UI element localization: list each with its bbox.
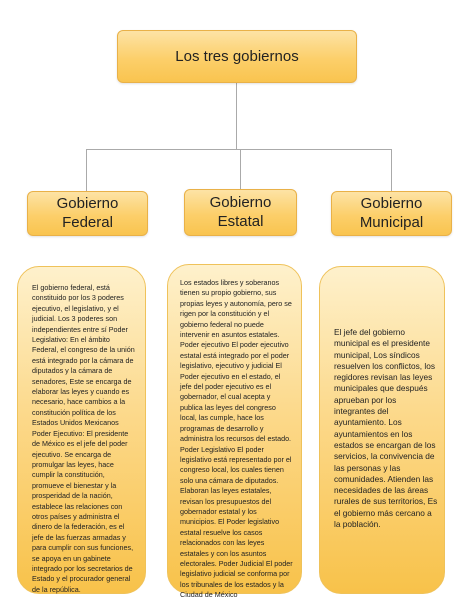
branch-estatal-title: Gobierno Estatal bbox=[209, 193, 272, 230]
branch-municipal-title: Gobierno Municipal bbox=[359, 194, 424, 231]
connector-estatal bbox=[240, 149, 241, 189]
description-municipal-text: El jefe del gobierno municipal es el presidente municipal, Los síndicos resuelven los conflictos, los regidores revisan las leyes municipales que después aprueban por los integrantes del ayuntamiento. Los ayuntamientos en los estados se encargan de los servicios, la convivencia de las personas y las comunidades. Atienden las necesidades de las áreas rurales de sus territorios, Es el gobierno más cercano a la población. bbox=[334, 327, 438, 530]
branch-municipal bbox=[331, 191, 452, 236]
description-municipal bbox=[319, 266, 445, 594]
connector-horizontal bbox=[86, 149, 391, 150]
description-estatal bbox=[167, 264, 302, 600]
branch-estatal bbox=[184, 189, 297, 236]
connector-root-down bbox=[236, 83, 237, 149]
root-title: Los tres gobiernos bbox=[175, 48, 299, 65]
description-estatal-text: Los estados libres y soberanos tienen su propio gobierno, sus propias leyes y autonomía, pero se rigen por la constitución y el gobierno federal no puede intervenir en asuntos estatales. Poder ejecutivo El poder ejecutivo estatal está integrado por el poder legislativo, ejecutivo y judicial El Poder ejecutivo en el estado, el jefe del poder ejecutivo es el gobernador, el cual acepta y publica las leyes del congreso local, las cumple, hace los programas de desarrollo y administra los recursos del estado. Poder Legislativo El poder legislativo está representado por el congreso local, los cuales tienen solo una cámara de diputados. Elaboran las leyes estatales, revisan los presupuestos del gobernador estatal y los municipios. El Poder legislativo estatal resuelve los casos relacionados con las leyes estatales y con los asuntos electorales. Poder Judicial El poder legislativo judicial se conforma por los tribunales de los estados y la Ciudad de México bbox=[180, 278, 293, 600]
branch-federal bbox=[27, 191, 148, 236]
description-federal bbox=[17, 266, 146, 594]
branch-federal-title: Gobierno Federal bbox=[56, 194, 119, 231]
root-node bbox=[117, 30, 357, 83]
connector-federal bbox=[86, 149, 87, 191]
connector-municipal bbox=[391, 149, 392, 191]
description-federal-text: El gobierno federal, está constituido por los 3 poderes ejecutivo, el legislativo, y el judicial. Los 3 poderes son independientes entre sí Poder Legislativo: En el ámbito Federal, el congreso de la unión está integrado por la cámara de diputados y la cámara de senadores, Este se encarga de elaborar las leyes y cuando es necesario, hace cambios a la constitución política de los Estados Unidos Mexicanos Poder Ejecutivo: El presidente de México es el jefe del poder ejecutivo. Se encarga de promulgar las leyes, hace cumplir la constitución, promueve el bienestar y la prosperidad de la nación, establece las relaciones con otros países y administra el dinero de la federación, es el jefe de las fuerzas armadas y para cumplir con sus funciones, se apoya en un gabinete integrado por los secretarios de Estado y el procurador general de la república. bbox=[32, 283, 135, 594]
